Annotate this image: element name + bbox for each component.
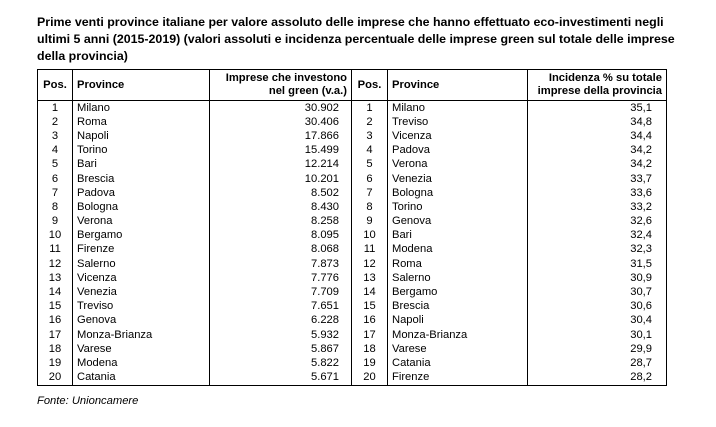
cell-province: Napoli <box>73 129 210 143</box>
cell-pos-2: 1 <box>352 101 388 116</box>
cell-province-2: Varese <box>388 342 528 356</box>
table-row <box>38 257 667 271</box>
cell-province-2: Catania <box>388 356 528 370</box>
cell-province-2: Treviso <box>388 115 528 129</box>
table-row <box>38 200 667 214</box>
cell-pos: 12 <box>38 257 73 271</box>
cell-pos: 9 <box>38 215 73 229</box>
table-row <box>38 115 667 129</box>
cell-pos-2: 11 <box>352 243 388 257</box>
cell-province: Padova <box>73 186 210 200</box>
cell-province: Genova <box>73 314 210 328</box>
table-body <box>38 101 667 386</box>
cell-pos-2: 19 <box>352 356 388 370</box>
cell-pos-2: 20 <box>352 371 388 386</box>
cell-pos-2: 8 <box>352 200 388 214</box>
cell-province-2: Verona <box>388 158 528 172</box>
table-header-row <box>38 70 667 101</box>
cell-incidence: 32,4 <box>528 229 667 243</box>
cell-incidence: 30,9 <box>528 271 667 285</box>
cell-pos: 13 <box>38 271 73 285</box>
cell-province-2: Monza-Brianza <box>388 328 528 342</box>
table-container <box>37 69 666 386</box>
cell-pos-2: 7 <box>352 186 388 200</box>
cell-incidence: 34,2 <box>528 144 667 158</box>
cell-province-2: Brescia <box>388 300 528 314</box>
cell-value: 5.822 <box>210 356 352 370</box>
cell-province-2: Bari <box>388 229 528 243</box>
cell-value: 30.406 <box>210 115 352 129</box>
cell-province-2: Napoli <box>388 314 528 328</box>
cell-pos: 11 <box>38 243 73 257</box>
header-province-2: Province <box>388 70 528 101</box>
header-pos-2: Pos. <box>352 70 388 101</box>
table-row <box>38 129 667 143</box>
table-row <box>38 328 667 342</box>
cell-value: 8.095 <box>210 229 352 243</box>
cell-incidence: 33,7 <box>528 172 667 186</box>
cell-incidence: 30,4 <box>528 314 667 328</box>
cell-province: Milano <box>73 101 210 116</box>
cell-pos-2: 4 <box>352 144 388 158</box>
cell-province: Modena <box>73 356 210 370</box>
table-row <box>38 101 667 116</box>
cell-province: Bologna <box>73 200 210 214</box>
cell-pos-2: 6 <box>352 172 388 186</box>
cell-pos: 3 <box>38 129 73 143</box>
cell-province-2: Padova <box>388 144 528 158</box>
cell-pos-2: 2 <box>352 115 388 129</box>
cell-incidence: 29,9 <box>528 342 667 356</box>
cell-value: 8.068 <box>210 243 352 257</box>
cell-province-2: Vicenza <box>388 129 528 143</box>
table-row <box>38 356 667 370</box>
cell-value: 12.214 <box>210 158 352 172</box>
cell-value: 6.228 <box>210 314 352 328</box>
cell-pos: 17 <box>38 328 73 342</box>
cell-pos: 14 <box>38 285 73 299</box>
cell-province: Bergamo <box>73 229 210 243</box>
cell-value: 5.932 <box>210 328 352 342</box>
table-row <box>38 158 667 172</box>
cell-province: Venezia <box>73 285 210 299</box>
header-pos: Pos. <box>38 70 73 101</box>
table-row <box>38 300 667 314</box>
cell-province-2: Milano <box>388 101 528 116</box>
cell-province: Verona <box>73 215 210 229</box>
cell-province-2: Venezia <box>388 172 528 186</box>
cell-pos-2: 13 <box>352 271 388 285</box>
cell-province: Monza-Brianza <box>73 328 210 342</box>
header-value: Imprese che investono nel green (v.a.) <box>210 70 352 101</box>
cell-pos: 19 <box>38 356 73 370</box>
cell-incidence: 35,1 <box>528 101 667 116</box>
cell-value: 8.502 <box>210 186 352 200</box>
cell-pos-2: 3 <box>352 129 388 143</box>
table-row <box>38 186 667 200</box>
cell-pos: 6 <box>38 172 73 186</box>
cell-province: Brescia <box>73 172 210 186</box>
page-title: Prime venti province italiane per valore assoluto delle imprese che hanno effettuato eco-investimenti negli ultimi 5 anni (2015-2019) (valori assoluti e incidenza percentuale delle imprese green sul totale delle imprese della provincia) <box>37 15 675 63</box>
table-row <box>38 342 667 356</box>
cell-incidence: 28,7 <box>528 356 667 370</box>
table-row <box>38 271 667 285</box>
cell-pos-2: 15 <box>352 300 388 314</box>
cell-province-2: Genova <box>388 215 528 229</box>
cell-value: 8.258 <box>210 215 352 229</box>
cell-province: Roma <box>73 115 210 129</box>
cell-value: 30.902 <box>210 101 352 116</box>
cell-province-2: Bologna <box>388 186 528 200</box>
cell-province-2: Roma <box>388 257 528 271</box>
cell-pos: 7 <box>38 186 73 200</box>
cell-province: Vicenza <box>73 271 210 285</box>
cell-province-2: Bergamo <box>388 285 528 299</box>
cell-value: 15.499 <box>210 144 352 158</box>
cell-incidence: 30,6 <box>528 300 667 314</box>
cell-pos: 4 <box>38 144 73 158</box>
cell-pos: 15 <box>38 300 73 314</box>
cell-incidence: 31,5 <box>528 257 667 271</box>
cell-province: Firenze <box>73 243 210 257</box>
cell-province: Treviso <box>73 300 210 314</box>
cell-value: 7.873 <box>210 257 352 271</box>
cell-pos-2: 18 <box>352 342 388 356</box>
cell-incidence: 34,2 <box>528 158 667 172</box>
cell-incidence: 33,6 <box>528 186 667 200</box>
cell-pos: 18 <box>38 342 73 356</box>
cell-province-2: Modena <box>388 243 528 257</box>
cell-pos: 20 <box>38 371 73 386</box>
cell-value: 7.776 <box>210 271 352 285</box>
cell-pos-2: 14 <box>352 285 388 299</box>
cell-incidence: 34,4 <box>528 129 667 143</box>
cell-pos-2: 10 <box>352 229 388 243</box>
cell-pos-2: 12 <box>352 257 388 271</box>
cell-value: 5.867 <box>210 342 352 356</box>
table-row <box>38 215 667 229</box>
cell-province: Salerno <box>73 257 210 271</box>
table-row <box>38 243 667 257</box>
table-row <box>38 285 667 299</box>
cell-province: Catania <box>73 371 210 386</box>
cell-incidence: 32,3 <box>528 243 667 257</box>
cell-province-2: Salerno <box>388 271 528 285</box>
cell-pos: 1 <box>38 101 73 116</box>
cell-pos-2: 9 <box>352 215 388 229</box>
cell-pos: 8 <box>38 200 73 214</box>
cell-province-2: Torino <box>388 200 528 214</box>
table-row <box>38 144 667 158</box>
table-row <box>38 314 667 328</box>
cell-province-2: Firenze <box>388 371 528 386</box>
provinces-table <box>37 69 667 386</box>
cell-pos: 16 <box>38 314 73 328</box>
header-province: Province <box>73 70 210 101</box>
cell-incidence: 30,7 <box>528 285 667 299</box>
cell-pos-2: 5 <box>352 158 388 172</box>
table-row <box>38 172 667 186</box>
cell-incidence: 33,2 <box>528 200 667 214</box>
table-row <box>38 229 667 243</box>
cell-value: 7.709 <box>210 285 352 299</box>
cell-value: 10.201 <box>210 172 352 186</box>
table-row <box>38 371 667 386</box>
cell-incidence: 28,2 <box>528 371 667 386</box>
cell-incidence: 32,6 <box>528 215 667 229</box>
header-incidence: Incidenza % su totale imprese della provincia <box>528 70 667 101</box>
cell-province: Torino <box>73 144 210 158</box>
source-note: Fonte: Unioncamere <box>37 395 139 407</box>
cell-pos-2: 16 <box>352 314 388 328</box>
cell-pos: 5 <box>38 158 73 172</box>
cell-province: Bari <box>73 158 210 172</box>
cell-value: 5.671 <box>210 371 352 386</box>
cell-pos-2: 17 <box>352 328 388 342</box>
cell-value: 8.430 <box>210 200 352 214</box>
cell-incidence: 34,8 <box>528 115 667 129</box>
cell-pos: 2 <box>38 115 73 129</box>
cell-pos: 10 <box>38 229 73 243</box>
cell-province: Varese <box>73 342 210 356</box>
cell-value: 7.651 <box>210 300 352 314</box>
cell-incidence: 30,1 <box>528 328 667 342</box>
cell-value: 17.866 <box>210 129 352 143</box>
